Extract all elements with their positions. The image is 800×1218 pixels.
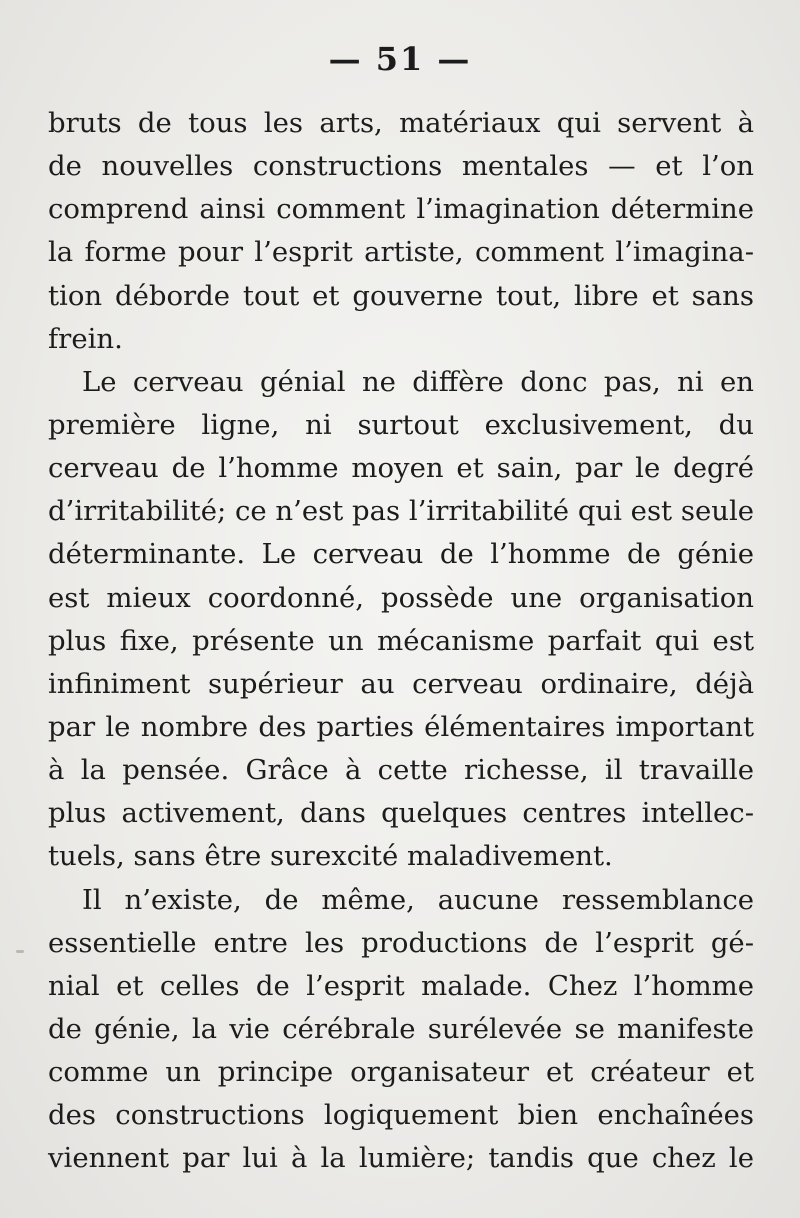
text-line: des constructions logiquement bien enchaînées — [48, 1099, 754, 1132]
text-line: d’irritabilité; ce n’est pas l’irritabilité qui est seule — [48, 495, 755, 528]
text-line: plus fixe, présente un mécanisme parfait qui est — [48, 624, 754, 657]
text-line: déterminante. Le cerveau de l’homme de génie — [48, 538, 754, 571]
body-text — [48, 102, 754, 1181]
text-line: par le nombre des parties élémentaires important — [48, 710, 754, 743]
margin-smudge — [16, 950, 24, 953]
text-line: première ligne, ni surtout exclusivement, du — [48, 408, 754, 441]
paragraph-start-line: Il n’existe, de même, aucune ressemblance — [82, 883, 754, 916]
text-line: est mieux coordonné, possède une organisation — [48, 581, 754, 614]
paragraph-start-line: Le cerveau génial ne diffère donc pas, ni en — [82, 365, 754, 398]
text-line: à la pensée. Grâce à cette richesse, il travaille — [48, 754, 754, 787]
text-line: tuels, sans être surexcité maladivement. — [48, 840, 613, 873]
text-line: la forme pour l’esprit artiste, comment l’imagina- — [48, 236, 754, 269]
text-line: comprend ainsi comment l’imagination détermine — [48, 193, 754, 226]
text-line: frein. — [48, 322, 123, 355]
text-line: cerveau de l’homme moyen et sain, par le degré — [48, 452, 754, 485]
text-line: comme un principe organisateur et créateur et — [48, 1056, 754, 1089]
page-number: — 51 — — [328, 40, 472, 78]
text-line: infiniment supérieur au cerveau ordinaire, déjà — [48, 667, 754, 700]
text-line: plus activement, dans quelques centres intellec- — [48, 797, 754, 830]
text-line: nial et celles de l’esprit malade. Chez l’homme — [48, 969, 754, 1002]
text-line: bruts de tous les arts, matériaux qui servent à — [48, 107, 754, 139]
text-line: essentielle entre les productions de l’esprit gé- — [48, 926, 754, 959]
text-line: viennent par lui à la lumière; tandis que chez le — [48, 1142, 754, 1175]
text-line: de nouvelles constructions mentales — et l’on — [48, 150, 754, 183]
text-line: tion déborde tout et gouverne tout, libre et sans — [48, 279, 754, 312]
text-line: de génie, la vie cérébrale surélevée se manifeste — [48, 1012, 754, 1045]
